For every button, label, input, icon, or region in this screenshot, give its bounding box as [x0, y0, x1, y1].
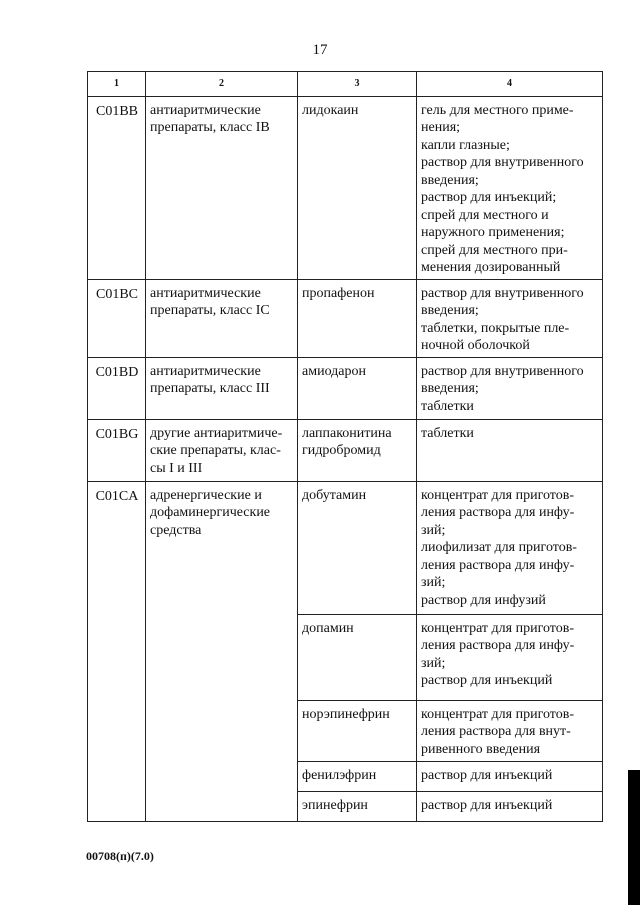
group-name-cell-line: сы I и III: [150, 460, 203, 476]
table-row: [88, 419, 603, 481]
dosage-form-cell: [417, 419, 603, 481]
dosage-form-cell-line: концентрат для приготов-: [421, 487, 574, 503]
dosage-form-cell-line: капли глазные;: [421, 137, 510, 153]
dosage-form-cell-line: раствор для инъекций: [421, 767, 553, 783]
drug-name-cell: [298, 419, 417, 481]
table-header-row: [88, 72, 603, 97]
drug-table: [87, 71, 603, 822]
dosage-form-cell: [417, 791, 603, 821]
dosage-form-cell-line: спрей для местного и: [421, 207, 549, 223]
group-name-cell: [146, 357, 298, 419]
dosage-form-cell: [417, 761, 603, 791]
drug-name-cell: [298, 791, 417, 821]
column-header-3: 3: [298, 72, 417, 97]
dosage-form-cell: [417, 614, 603, 700]
dosage-form-cell-line: раствор для инфузий: [421, 592, 546, 608]
dosage-form-cell-line: нения;: [421, 120, 461, 135]
atc-code-cell: C01BG: [88, 419, 146, 481]
drug-name-cell-line: эпинефрин: [302, 797, 368, 813]
drug-name-cell: [298, 700, 417, 761]
dosage-form-cell-line: ления раствора для инфу-: [421, 505, 575, 520]
dosage-form-cell-line: ночной оболочкой: [421, 338, 530, 353]
dosage-form-cell-line: зий;: [421, 522, 446, 538]
dosage-form-cell-line: ления раствора для внут-: [421, 724, 571, 739]
group-name-cell-line: дофаминергические: [150, 505, 271, 520]
drug-name-cell: [298, 481, 417, 614]
page-number: 17: [312, 42, 328, 58]
column-header-2: 2: [146, 72, 298, 97]
dosage-form-cell: [417, 96, 603, 279]
dosage-form-cell-line: раствор для инъекций;: [421, 190, 557, 205]
drug-name-cell: [298, 761, 417, 791]
group-name-cell-line: препараты, класс III: [150, 381, 270, 396]
dosage-form-cell-line: зий;: [421, 655, 446, 671]
dosage-form-cell-line: ления раствора для инфу-: [421, 638, 575, 653]
drug-name-cell-line: фенилэфрин: [302, 767, 377, 783]
dosage-form-cell-line: таблетки, покрытые пле-: [421, 320, 570, 336]
atc-code-cell: C01BC: [88, 279, 146, 357]
table-row: [88, 279, 603, 357]
drug-name-cell-line: лидокаин: [302, 102, 359, 118]
group-name-cell: [146, 279, 298, 357]
dosage-form-cell-line: гель для местного приме-: [421, 102, 574, 118]
table-row: [88, 96, 603, 279]
drug-name-cell-line: пропафенон: [302, 285, 375, 301]
drug-name-cell-line: добутамин: [302, 487, 367, 503]
dosage-form-cell-line: раствор для внутривенного: [421, 285, 584, 301]
dosage-form-cell: [417, 481, 603, 614]
dosage-form-cell-line: концентрат для приготов-: [421, 620, 574, 636]
group-name-cell: [146, 419, 298, 481]
dosage-form-cell: [417, 357, 603, 419]
dosage-form-cell-line: раствор для внутривенного: [421, 155, 584, 170]
atc-code-cell: C01BD: [88, 357, 146, 419]
dosage-form-cell-line: наружного применения;: [421, 225, 565, 240]
group-name-cell-line: антиаритмические: [150, 102, 261, 118]
dosage-form-cell-line: спрей для местного при-: [421, 242, 568, 258]
dosage-form-cell-line: таблетки: [421, 398, 474, 414]
dosage-form-cell-line: концентрат для приготов-: [421, 706, 574, 722]
drug-name-cell-line: допамин: [302, 620, 354, 636]
dosage-form-cell-line: раствор для инъекций: [421, 673, 553, 688]
atc-code-cell: C01CA: [88, 481, 146, 821]
drug-name-cell: [298, 96, 417, 279]
group-name-cell-line: адренергические и: [150, 487, 262, 503]
group-name-cell-line: препараты, класс IC: [150, 303, 270, 318]
group-name-cell: [146, 96, 298, 279]
dosage-form-cell: [417, 700, 603, 761]
table-row: [88, 481, 603, 614]
drug-name-cell-line: лаппаконитина: [302, 425, 392, 441]
drug-name-cell-line: гидробромид: [302, 443, 381, 458]
group-name-cell-line: антиаритмические: [150, 285, 261, 301]
column-header-4: 4: [417, 72, 603, 97]
drug-name-cell: [298, 614, 417, 700]
dosage-form-cell-line: лиофилизат для приготов-: [421, 540, 577, 555]
dosage-form-cell-line: таблетки: [421, 425, 474, 441]
table-row: [88, 357, 603, 419]
dosage-form-cell-line: зий;: [421, 575, 446, 590]
table-body: [88, 96, 603, 821]
drug-name-cell-line: амиодарон: [302, 363, 366, 379]
dosage-form-cell-line: введения;: [421, 381, 479, 396]
page-edge-mark: [628, 770, 640, 905]
group-name-cell: [146, 481, 298, 821]
column-header-1: 1: [88, 72, 146, 97]
group-name-cell-line: препараты, класс IB: [150, 120, 270, 135]
group-name-cell-line: антиаритмические: [150, 363, 261, 379]
dosage-form-cell-line: раствор для инъекций: [421, 797, 553, 813]
dosage-form-cell-line: раствор для внутривенного: [421, 363, 584, 379]
dosage-form-cell-line: введения;: [421, 303, 479, 318]
group-name-cell-line: другие антиаритмиче-: [150, 425, 283, 441]
drug-name-cell: [298, 279, 417, 357]
group-name-cell-line: ские препараты, клас-: [150, 443, 281, 458]
dosage-form-cell-line: ривенного введения: [421, 741, 541, 757]
atc-code-cell: C01BB: [88, 96, 146, 279]
group-name-cell-line: средства: [150, 522, 202, 538]
dosage-form-cell-line: ления раствора для инфу-: [421, 557, 575, 573]
drug-name-cell-line: норэпинефрин: [302, 706, 390, 722]
drug-name-cell: [298, 357, 417, 419]
footer-code: 00708(п)(7.0): [86, 849, 154, 863]
dosage-form-cell: [417, 279, 603, 357]
dosage-form-cell-line: введения;: [421, 172, 479, 188]
dosage-form-cell-line: менения дозированный: [421, 260, 561, 275]
